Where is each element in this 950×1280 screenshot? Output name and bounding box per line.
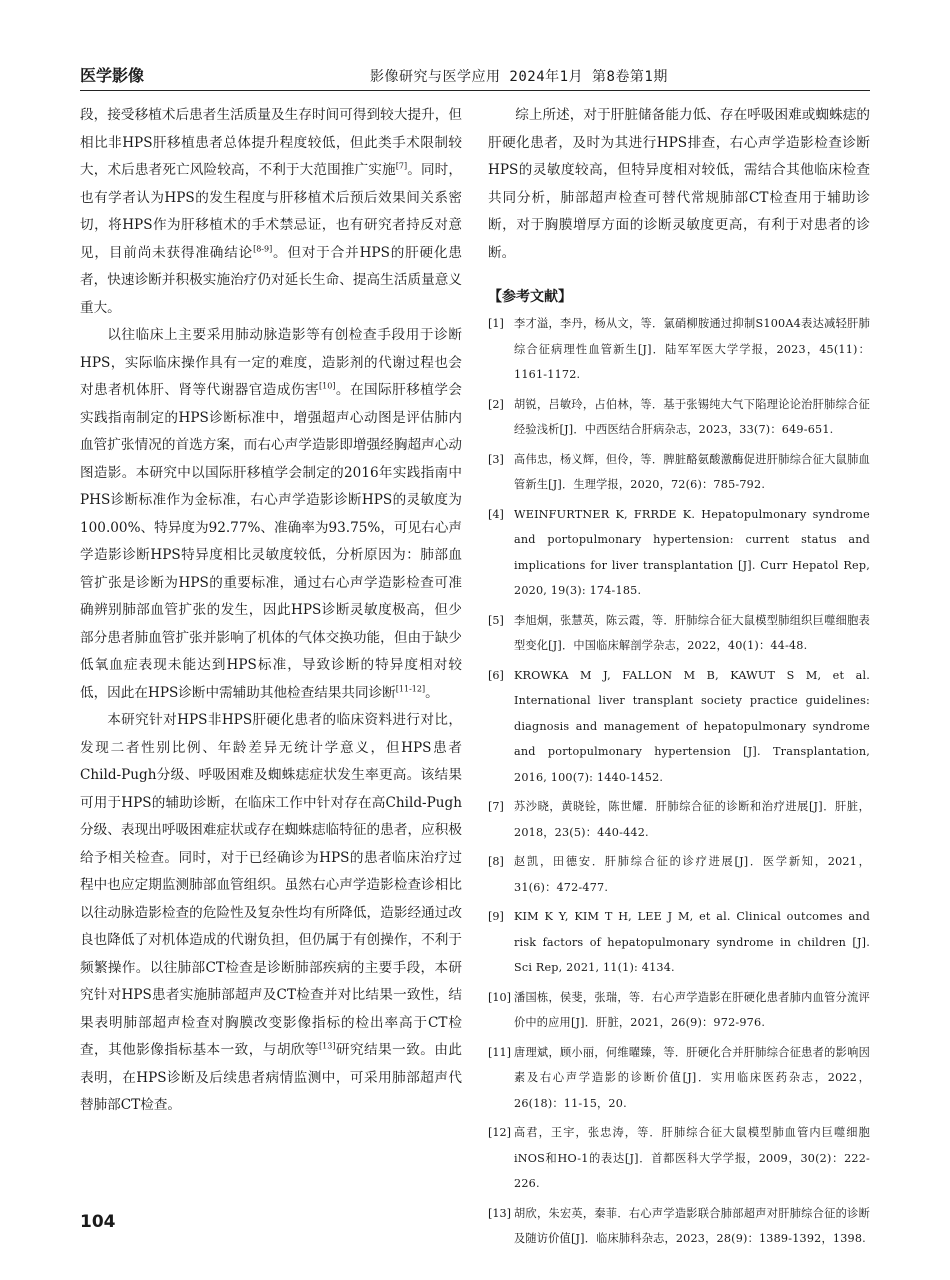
reference-number: [10]: [488, 990, 511, 1004]
reference-item: [488, 447, 870, 498]
reference-text: 苏沙晓，黄晓铨，陈世耀．肝肺综合征的诊断和治疗进展[J]．肝脏，2018，23(5)：440-442.: [514, 800, 870, 839]
paragraph-conclusion: 综上所述，对于肝脏储备能力低、存在呼吸困难或蜘蛛痣的肝硬化患者，及时为其进行HPS排查，右心声学造影检查诊断HPS的灵敏度较高，但特异度相对较低，需结合其他临床检查共同分析，肺部超声检查可替代常规肺部CT检查用于辅助诊断，对于胸膜增厚方面的诊断灵敏度更高，有利于对患者的诊断。: [488, 107, 870, 261]
reference-number: [7]: [488, 800, 504, 813]
citation: [11-12]: [395, 683, 426, 693]
paragraph-diagnosis: 以往临床上主要采用肺动脉造影等有创检查手段用于诊断HPS，实际临床操作具有一定的难度，造影剂的代谢过程也会对患者机体肝、肾等代谢器官造成伤害[10]。在国际肝移植学会实践指南制定的HPS诊断标准中，增强超声心动图是评估肺内血管扩张情况的首选方案，而右心声学造影即增强经胸超声心动图造影。本研究中以国际肝移植学会制定的2016年实践指南中PHS诊断标准作为金标准，右心声学造影诊断HPS的灵敏度为100.00%、特异度为92.77%、准确率为93.75%，可见右心声学造影诊断HPS特异度相比灵敏度较低，分析原因为：肺部血管扩张是诊断为HPS的重要标准，通过右心声学造影检查可准确辨别肺部血管扩张的发生，因此HPS诊断灵敏度极高，但少部分患者肺血管扩张并影响了机体的气体交换功能，但由于缺少低氧血症表现未能达到HPS标准，导致诊断的特异度相对较低，因此在HPS诊断中需辅助其他检查结果共同诊断[11-12]。: [80, 327, 462, 701]
reference-item: [488, 1040, 870, 1117]
citation: [7]: [395, 161, 408, 171]
reference-item: [488, 663, 870, 791]
reference-item: [488, 608, 870, 659]
reference-text: 唐理斌，顾小丽，何维曜臻，等．肝硬化合并肝肺综合征患者的影响因素及右心声学造影的诊断价值[J]．实用临床医药杂志，2022，26(18)：11-15，20.: [514, 1045, 870, 1110]
reference-number: [1]: [488, 317, 504, 330]
reference-text: 赵凯，田德安．肝肺综合征的诊疗进展[J]．医学新知，2021，31(6)：472-477.: [514, 855, 870, 894]
reference-item: [488, 985, 870, 1036]
journal-info: 影像研究与医学应用 2024年1月 第8卷第1期: [370, 69, 668, 85]
citation: [10]: [319, 381, 336, 391]
reference-item: [488, 1201, 870, 1252]
reference-item: [488, 502, 870, 604]
section-title: 医学影像: [80, 66, 145, 85]
reference-number: [9]: [488, 910, 504, 923]
reference-text: 高君，王宇，张忠涛，等．肝肺综合征大鼠模型肺血管内巨噬细胞iNOS和HO-1的表达[J]．首都医科大学学报，2009，30(2)：222-226.: [514, 1126, 870, 1190]
reference-item: [488, 392, 870, 443]
reference-number: [4]: [488, 507, 504, 521]
page-number: 104: [80, 1212, 116, 1232]
references-heading: 【参考文献】: [488, 289, 572, 305]
reference-text: 李才溢，李丹，杨从文，等．氯硝柳胺通过抑制S100A4表达减轻肝肺综合征病理性血管新生[J]．陆军军医大学学报，2023，45(11)：1161-1172.: [514, 317, 870, 381]
reference-number: [3]: [488, 452, 504, 466]
running-header: [80, 66, 870, 91]
reference-number: [13]: [488, 1206, 511, 1220]
reference-number: [6]: [488, 668, 504, 682]
reference-item: [488, 904, 870, 981]
reference-number: [2]: [488, 397, 504, 411]
reference-text: 胡锐，吕敏玲，占伯林，等．基于张锡纯大气下陷理论论治肝肺综合征经验浅析[J]．中西医结合肝病杂志，2023，33(7)：649-651.: [514, 397, 870, 436]
reference-text: 胡欣，朱宏英，秦菲．右心声学造影联合肺部超声对肝肺综合征的诊断及随访价值[J]．临床肺科杂志，2023，28(9)：1389-1392，1398.: [514, 1206, 870, 1245]
paragraph-comparison: 本研究针对HPS非HPS肝硬化患者的临床资料进行对比，发现二者性别比例、年龄差异无统计学意义，但HPS患者Child-Pugh分级、呼吸困难及蜘蛛痣症状发生率更高。该结果可用于HPS的辅助诊断，在临床工作中针对存在高Child-Pugh分级、表现出呼吸困难症状或存在蜘蛛痣临特征的患者，应积极给予相关检查。同时，对于已经确诊为HPS的患者临床治疗过程中也应定期监测肺部血管组织。虽然右心声学造影检查诊相比以往动脉造影检查的危险性及复杂性均有所降低，造影经通过改良也降低了对机体造成的代谢负担，但仍属于有创操作，不利于频繁操作。以往肺部CT检查是诊断肺部疾病的主要手段，本研究针对HPS患者实施肺部超声及CT检查并对比结果一致性，结果表明肺部超声检查对胸膜改变影像指标的检出率高于CT检查，其他影像指标基本一致，与胡欣等[13]研究结果一致。由此表明，在HPS诊断及后续患者病情监测中，可采用肺部超声代替肺部CT检查。: [80, 712, 462, 1113]
left-column: [80, 102, 462, 1120]
reference-text: 潘国栋，侯斐，张瑞，等．右心声学造影在肝硬化患者肺内血管分流评价中的应用[J]．肝脏，2021，26(9)：972-976.: [514, 990, 870, 1029]
reference-number: [11]: [488, 1045, 511, 1059]
reference-item: [488, 311, 870, 388]
reference-item: [488, 849, 870, 900]
reference-number: [12]: [488, 1126, 511, 1139]
reference-item: [488, 794, 870, 845]
reference-text: KROWKA M J, FALLON M B, KAWUT S M, et al. International liver transplant society practice guidelines: diagnosis and management of hepatopulmonary syndrome and portopulmonary hypertension [J]. Transplantation, 2016, 100(7): 1440-1452.: [514, 668, 870, 784]
reference-number: [8]: [488, 855, 504, 868]
reference-text: WEINFURTNER K, FRRDE K. Hepatopulmonary syndrome and portopulmonary hypertension: current status and implications for liver transplantation [J]. Curr Hepatol Rep, 2020, 19(3): 174-185.: [514, 507, 870, 597]
right-column: [488, 102, 870, 1256]
reference-list: [488, 311, 870, 1252]
reference-text: KIM K Y, KIM T H, LEE J M, et al. Clinical outcomes and risk factors of hepatopulmonary syndrome in children [J]. Sci Rep, 2021, 11(1): 4134.: [514, 910, 870, 974]
reference-item: [488, 1120, 870, 1197]
reference-text: 高伟忠，杨义辉，但伶，等．脾脏酪氨酸激酶促进肝肺综合征大鼠肺血管新生[J]．生理学报，2020，72(6)：785-792.: [514, 452, 870, 491]
reference-number: [5]: [488, 613, 504, 627]
paragraph-continued: 段，接受移植术后患者生活质量及生存时间可得到较大提升，但相比非HPS肝移植患者总体提升程度较低，但此类手术限制较大，术后患者死亡风险较高，不利于大范围推广实施[7]。同时，也有学者认为HPS的发生程度与肝移植术后预后效果间关系密切，将HPS作为肝移植术的手术禁忌证，也有研究者持反对意见，目前尚未获得准确结论[8-9]。但对于合并HPS的肝硬化患者，快速诊断并积极实施治疗仍对延长生命、提高生活质量意义重大。: [80, 107, 463, 316]
citation: [13]: [319, 1041, 336, 1051]
citation: [8-9]: [253, 243, 273, 253]
reference-text: 李旭炯，张慧英，陈云霞，等．肝肺综合征大鼠模型肺组织巨噬细胞表型变化[J]．中国临床解剖学杂志，2022，40(1)：44-48.: [514, 613, 870, 652]
